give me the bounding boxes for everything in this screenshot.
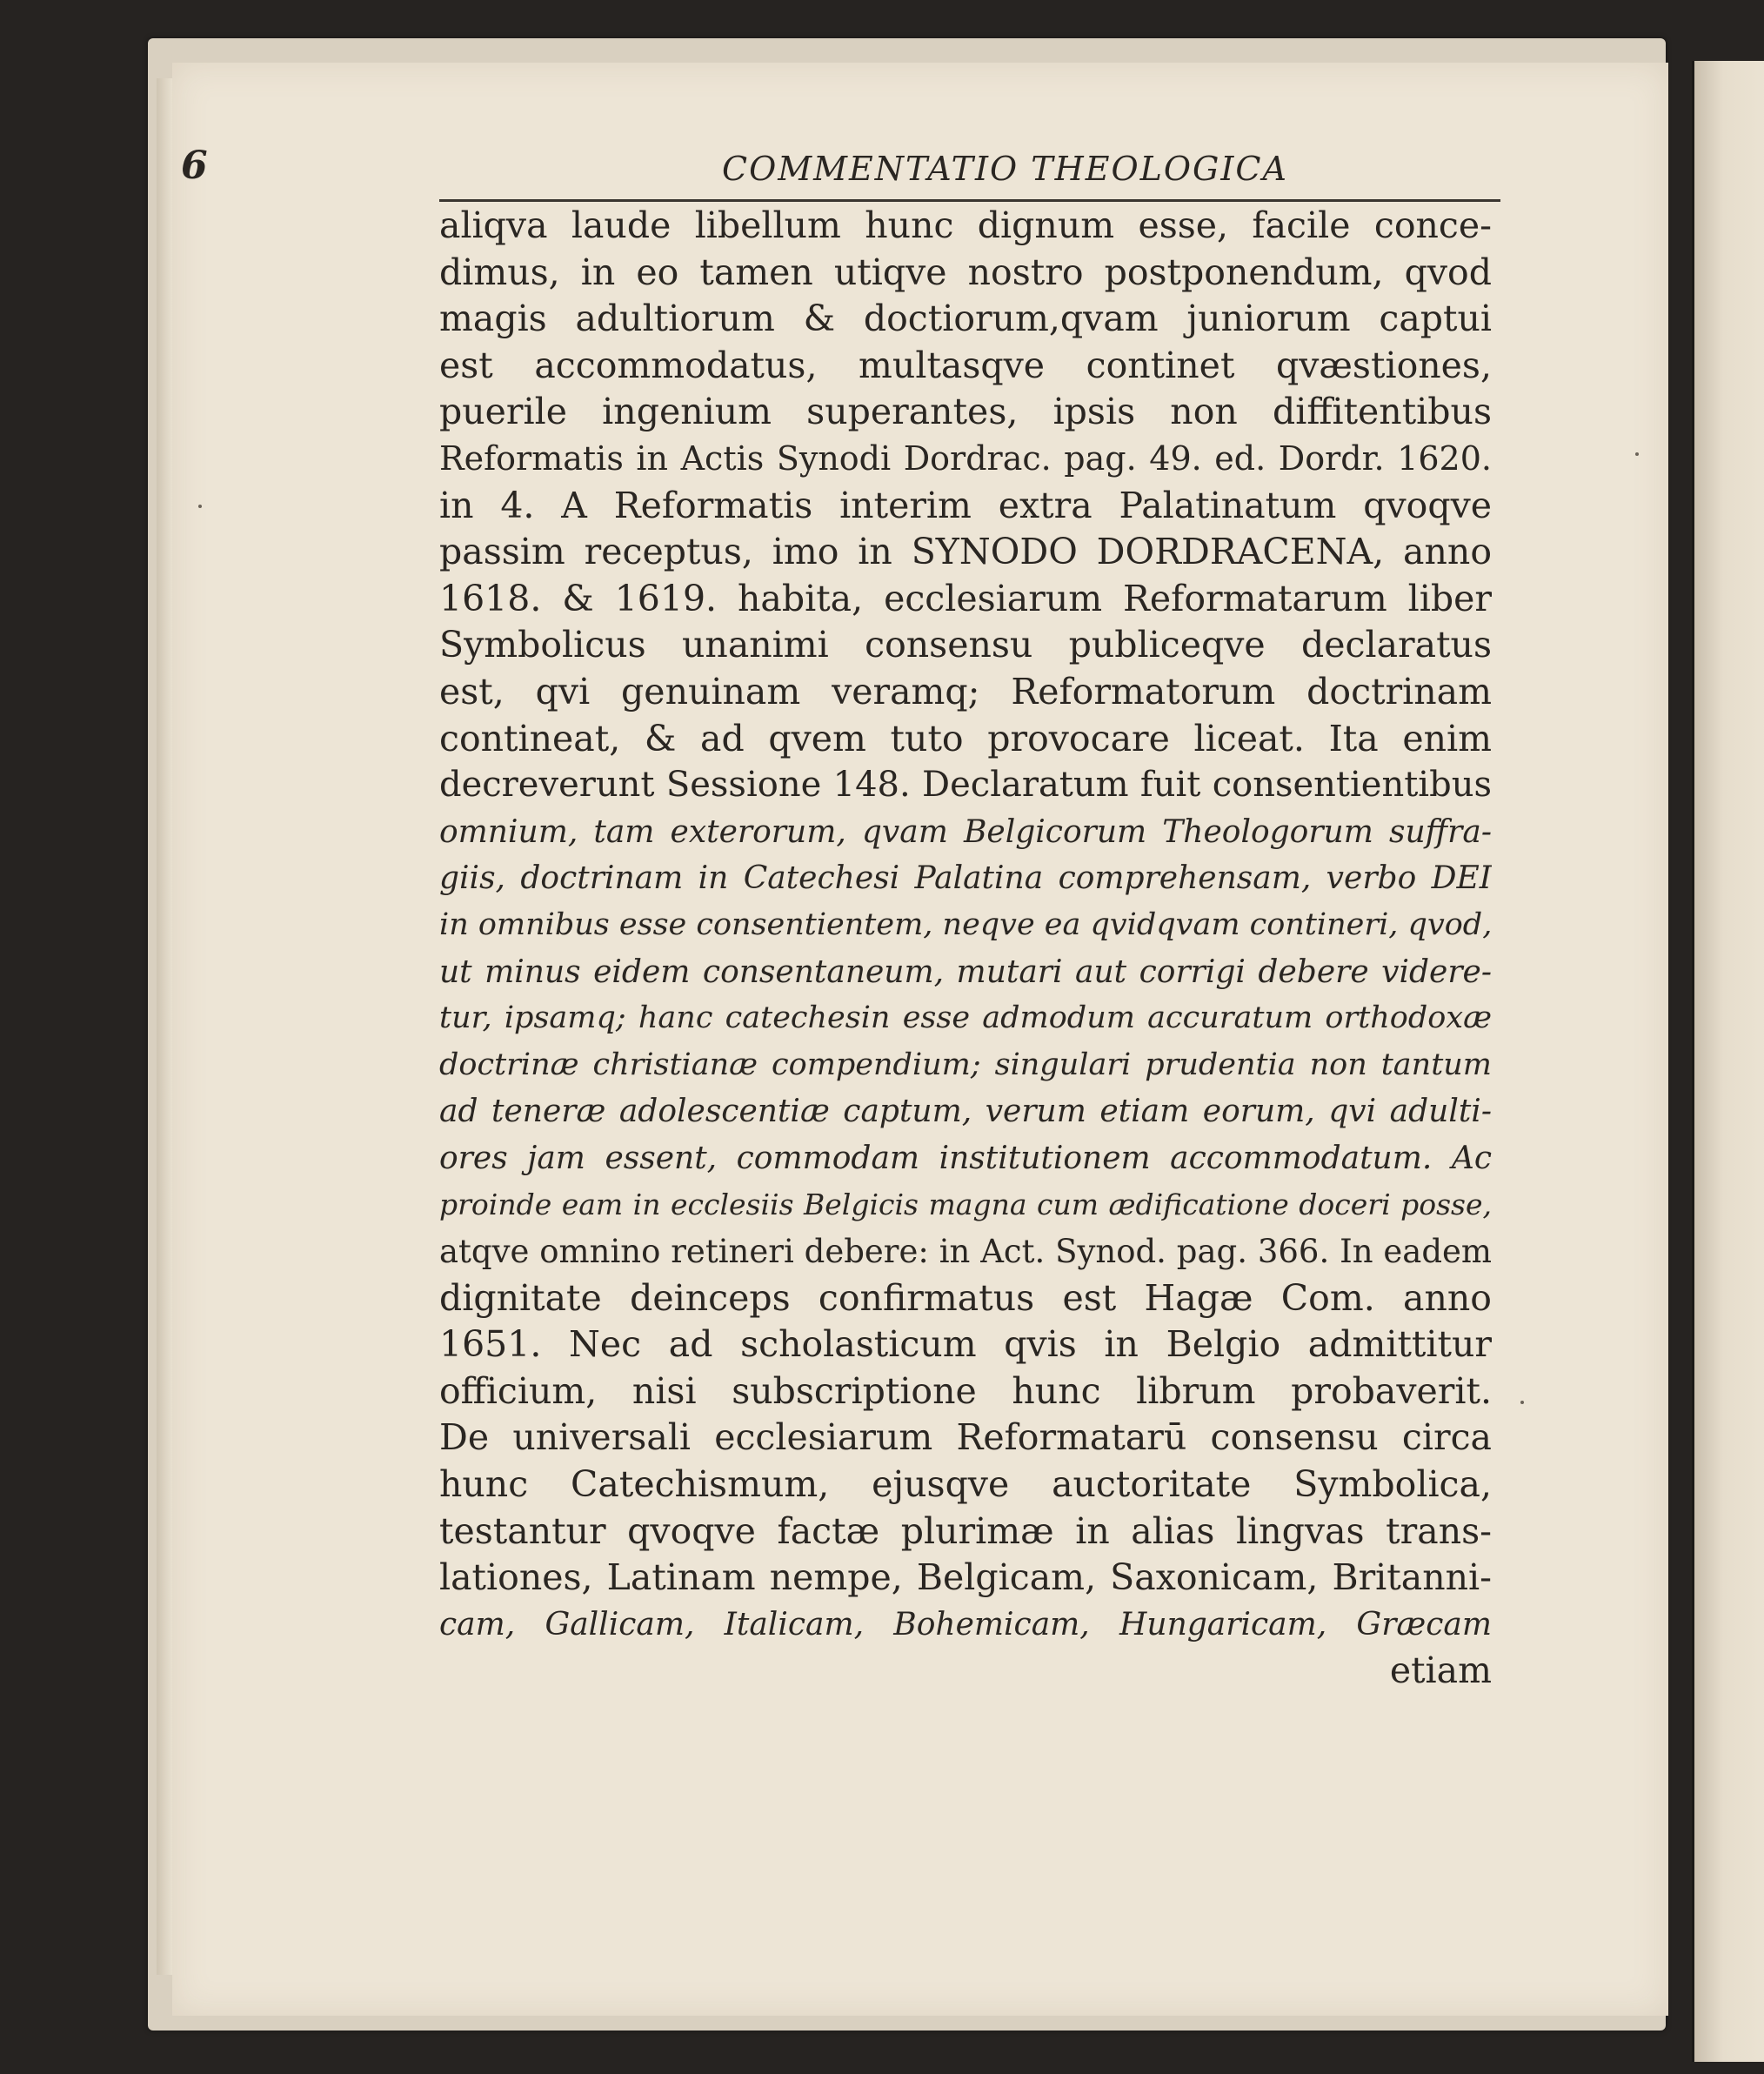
paper-speck xyxy=(1635,452,1639,456)
text-line: ad teneræ adolescentiæ captum, verum etiam eorum, qvi adulti- xyxy=(439,1094,1492,1130)
stacked-page-edges xyxy=(157,78,172,1975)
text-line: est accommodatus, multasqve continet qvæstiones, xyxy=(439,344,1492,386)
text-line: testantur qvoqve factæ plurimæ in alias lingvas trans- xyxy=(439,1509,1492,1552)
text-line: dignitate deinceps confirmatus est Hagæ Com. anno xyxy=(439,1276,1492,1319)
text-line: Reformatis in Actis Synodi Dordrac. pag. 49. ed. Dordr. 1620. xyxy=(439,438,1492,478)
text-line: cam, Gallicam, Italicam, Bohemicam, Hungaricam, Græcam xyxy=(439,1606,1492,1642)
text-line: ores jam essent, commodam institutionem accommodatum. Ac xyxy=(439,1140,1492,1176)
text-line: tur, ipsamq; hanc catechesin esse admodum accuratum orthodoxæ xyxy=(439,1000,1492,1036)
text-line: dimus, in eo tamen utiqve nostro postponendum, qvod xyxy=(439,251,1492,293)
text-line: aliqva laude libellum hunc dignum esse, facile conce- xyxy=(439,204,1492,246)
header-rule xyxy=(439,199,1500,202)
text-line: proinde eam in ecclesiis Belgicis magna cum ædificatione doceri posse, xyxy=(439,1188,1492,1222)
text-line: magis adultiorum & doctiorum,qvam juniorum captui xyxy=(439,298,1492,340)
text-line: decreverunt Sessione 148. Declaratum fuit consentientibus xyxy=(439,765,1492,806)
text-line: 1618. & 1619. habita, ecclesiarum Reformatarum liber xyxy=(439,577,1492,619)
text-line: giis, doctrinam in Catechesi Palatina comprehensam, verbo DEI xyxy=(439,860,1492,897)
catchword: etiam xyxy=(1389,1649,1492,1692)
text-line: 1651. Nec ad scholasticum qvis in Belgio admittitur xyxy=(439,1323,1492,1366)
text-line: hunc Catechismum, ejusqve auctoritate Symbolica, xyxy=(439,1463,1492,1506)
text-line: doctrinæ christianæ compendium; singulari prudentia non tantum xyxy=(439,1047,1492,1082)
text-line: in 4. A Reformatis interim extra Palatinatum qvoqve xyxy=(439,484,1492,526)
text-line: in omnibus esse consentientem, neqve ea qvidqvam contineri, qvod, xyxy=(439,907,1492,942)
paper-speck xyxy=(1520,1401,1524,1404)
page-number: 6 xyxy=(181,144,208,188)
text-line: Symbolicus unanimi consensu publiceqve declaratus xyxy=(439,624,1492,666)
paper-speck xyxy=(198,505,202,508)
text-line: atqve omnino retineri debere: in Act. Synod. pag. 366. In eadem xyxy=(439,1233,1492,1271)
text-line: De universali ecclesiarum Reformatarū consensu circa xyxy=(439,1416,1492,1459)
body-text xyxy=(439,203,1492,1695)
facing-page-edge xyxy=(1692,61,1764,2062)
text-line: lationes, Latinam nempe, Belgicam, Saxonicam, Britanni- xyxy=(439,1556,1492,1599)
text-line: est, qvi genuinam veramq; Reformatorum doctrinam xyxy=(439,670,1492,713)
text-line: officium, nisi subscriptione hunc librum probaverit. xyxy=(439,1369,1492,1412)
text-line: puerile ingenium superantes, ipsis non diffitentibus xyxy=(439,391,1492,433)
text-line: contineat, & ad qvem tuto provocare liceat. Ita enim xyxy=(439,717,1492,759)
text-line: omnium, tam exterorum, qvam Belgicorum Theologorum suffra- xyxy=(439,813,1492,850)
text-line: passim receptus, imo in SYNODO DORDRACENA, anno xyxy=(439,531,1492,573)
text-line: ut minus eidem consentaneum, mutari aut corrigi debere videre- xyxy=(439,953,1492,990)
running-head: COMMENTATIO THEOLOGICA xyxy=(722,150,1288,188)
